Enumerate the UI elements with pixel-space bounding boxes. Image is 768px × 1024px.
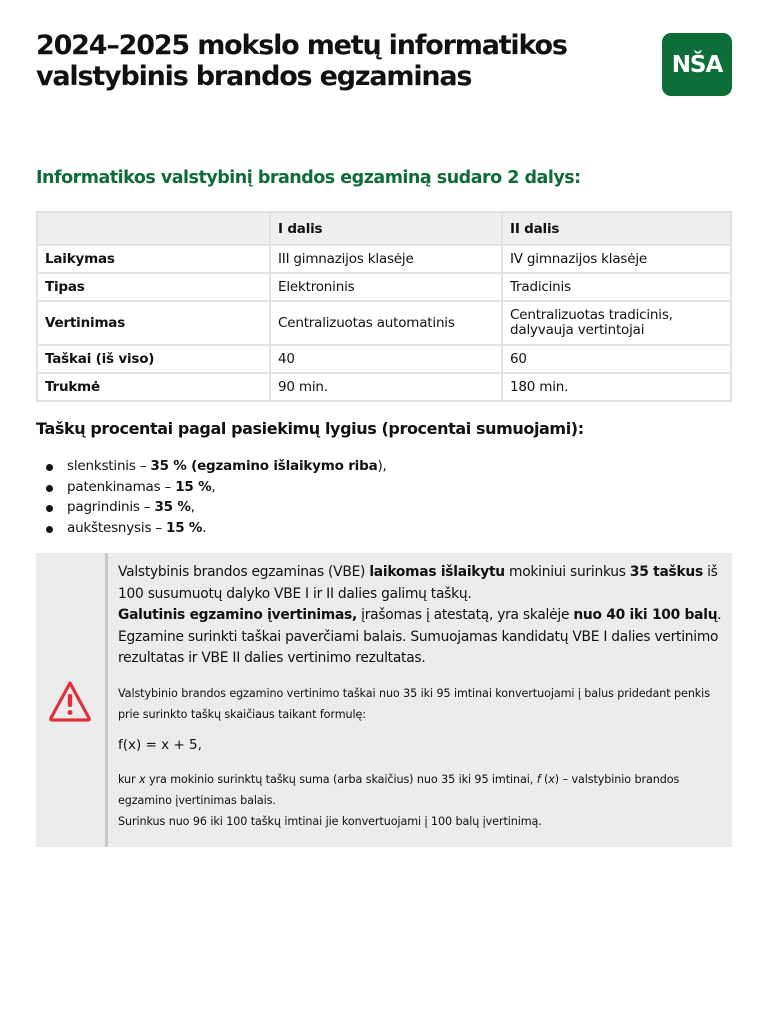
list-item-after: . <box>202 519 207 536</box>
text-run: . <box>717 607 722 623</box>
table-header-empty <box>37 212 270 245</box>
formula: f(x) = x + 5, <box>118 736 202 753</box>
notice-paragraph-final-grade <box>118 605 726 627</box>
text-run: yra mokinio surinktų taškų suma (arba skaičius) nuo 35 iki 95 imtinai, <box>145 772 537 786</box>
row-label: Vertinimas <box>37 301 270 345</box>
text-run: kur <box>118 772 139 786</box>
cell-part1: 40 <box>270 345 502 373</box>
notice-paragraph-pass <box>118 562 726 605</box>
row-label: Tipas <box>37 273 270 301</box>
notice-paragraph-formula-explanation <box>118 769 726 811</box>
table-row <box>37 373 731 401</box>
list-item <box>36 518 387 539</box>
table-header-row <box>37 212 731 245</box>
cell-part2: 180 min. <box>502 373 731 401</box>
text-run-italic: x <box>548 772 555 786</box>
nsa-logo <box>662 33 732 96</box>
row-label: Taškai (iš viso) <box>37 345 270 373</box>
cell-part2: Tradicinis <box>502 273 731 301</box>
cell-part2: 60 <box>502 345 731 373</box>
notice-paragraph-formula-intro: Valstybinio brandos egzamino vertinimo taškai nuo 35 iki 95 imtinai konvertuojami į balus pridedant penkis prie surinkto taškų skaičiaus taikant formulę: <box>118 686 710 721</box>
text-run-bold: Galutinis egzamino įvertinimas, <box>118 607 358 623</box>
cell-part2-line2: dalyvauja vertintojai <box>510 322 645 338</box>
list-item-after: ), <box>377 458 387 474</box>
table-row <box>37 345 731 373</box>
title-line-2: valstybinis brandos egzaminas <box>36 61 472 92</box>
title-line-1: 2024–2025 mokslo metų informatikos <box>36 30 567 61</box>
list-item-after: , <box>190 499 195 515</box>
list-item-bold: 35 % <box>154 499 191 515</box>
row-label: Laikymas <box>37 245 270 273</box>
section-subtitle: Informatikos valstybinį brandos egzaminą sudaro 2 dalys: <box>36 168 581 188</box>
list-item-text: slenkstinis – <box>67 458 151 474</box>
cell-part1: Elektroninis <box>270 273 502 301</box>
list-item <box>36 497 387 518</box>
cell-part2 <box>502 301 731 345</box>
table-row <box>37 245 731 273</box>
table-row <box>37 273 731 301</box>
notice-divider <box>105 553 108 847</box>
cell-part1: III gimnazijos klasėje <box>270 245 502 273</box>
text-run: ( <box>540 772 549 786</box>
cell-part2-line1: Centralizuotas tradicinis, <box>510 307 673 323</box>
list-item-bold: 15 % <box>166 519 203 536</box>
notice-paragraph-max: Surinkus nuo 96 iki 100 taškų imtinai jie konvertuojami į 100 balų įvertinimą. <box>118 814 542 828</box>
notice-paragraph-conversion: Egzamine surinkti taškai paverčiami balais. Sumuojamas kandidatų VBE I dalies vertinimo rezultatas ir VBE II dalies vertinimo rezultatas. <box>118 628 719 666</box>
list-item-bold: 15 % <box>175 478 212 495</box>
cell-part1: Centralizuotas automatinis <box>270 301 502 345</box>
text-run: mokiniui surinkus <box>504 564 630 580</box>
text-run-bold: 35 taškus <box>629 564 703 580</box>
text-run-bold: nuo 40 iki 100 balų <box>573 607 718 623</box>
text-run: ) – valstybinio brandos egzamino įvertinimas balais. <box>118 772 680 807</box>
page-title <box>36 30 636 92</box>
table-row <box>37 301 731 345</box>
exam-parts-table <box>36 211 732 402</box>
notice-box <box>36 553 732 847</box>
text-run-bold: laikomas išlaikytu <box>369 564 505 580</box>
text-run-italic: f <box>536 772 541 786</box>
cell-part2: IV gimnazijos klasėje <box>502 245 731 273</box>
levels-list <box>36 456 387 538</box>
list-item-text: patenkinamas – <box>67 478 176 495</box>
notice-body <box>118 562 726 832</box>
list-item-bold: 35 % (egzamino išlaikymo riba <box>150 458 378 474</box>
list-item-text: pagrindinis – <box>67 499 155 515</box>
text-run-italic: x <box>138 772 146 786</box>
logo-text: NŠA <box>671 51 723 78</box>
list-item <box>36 477 387 498</box>
row-label: Trukmė <box>37 373 270 401</box>
levels-heading: Taškų procentai pagal pasiekimų lygius (procentai sumuojami): <box>36 419 584 438</box>
table-header-part2: II dalis <box>502 212 731 245</box>
text-run: Valstybinis brandos egzaminas (VBE) <box>118 564 370 580</box>
list-item <box>36 456 387 477</box>
text-run: įrašomas į atestatą, yra skalėje <box>357 607 574 623</box>
cell-part1: 90 min. <box>270 373 502 401</box>
list-item-after: , <box>211 478 216 495</box>
warning-triangle-icon <box>48 680 92 722</box>
table-header-part1: I dalis <box>270 212 502 245</box>
list-item-text: aukštesnysis – <box>67 519 167 536</box>
text-run: iš 100 susumuotų dalyko VBE I ir II dalies galimų taškų. <box>118 564 718 602</box>
